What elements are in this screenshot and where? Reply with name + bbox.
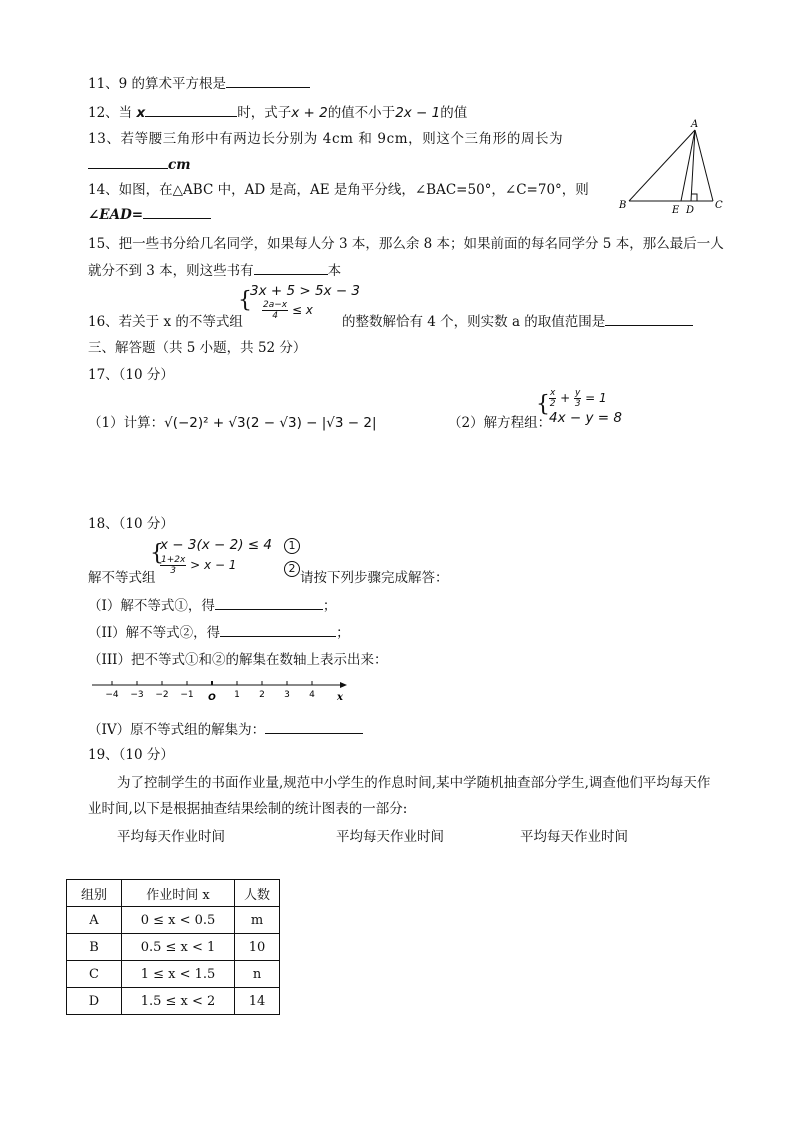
table-cell: m xyxy=(235,907,280,934)
q17-eq1-a-den: 2 xyxy=(549,399,556,409)
q17-eq1-a: x xyxy=(550,388,556,398)
question-16 xyxy=(88,310,243,330)
q18-ineq1: x − 3(x − 2) ≤ 4 xyxy=(160,537,272,553)
q16-sys2 xyxy=(262,300,313,321)
q18-step1 xyxy=(88,594,336,614)
number-line-tick-label: 1 xyxy=(234,690,240,700)
table-cell: 1.5 ≤ x < 2 xyxy=(122,988,235,1015)
q18-step2-label: （II）解不等式②，得 xyxy=(88,625,221,641)
table-cell: 10 xyxy=(235,934,280,961)
q12-post: 的值 xyxy=(440,105,468,121)
table-cell: n xyxy=(235,961,280,988)
q17-part2-label: （2）解方程组： xyxy=(448,415,552,431)
number-line-tick-label: O xyxy=(208,693,216,703)
table-header-cell: 组别 xyxy=(67,880,122,907)
q16-sys2-num: 2a−x xyxy=(263,300,288,310)
q19-caption3: 平均每天作业时间 xyxy=(520,829,628,845)
question-11 xyxy=(88,72,310,92)
q16-post: 的整数解恰有 4 个，则实数 a 的取值范围是 xyxy=(342,314,606,330)
q12-expr1: x + 2 xyxy=(291,105,328,121)
table-row xyxy=(67,961,280,988)
q18-ineq2-den: 3 xyxy=(170,566,177,576)
q17-title: 17、（10 分） xyxy=(88,367,174,383)
q18-ineq2-num: 1+2x xyxy=(161,555,186,565)
number-line-tick-label: −2 xyxy=(155,690,169,700)
q17-part1 xyxy=(88,411,377,431)
label-b: B xyxy=(619,200,627,211)
table-cell: 0 ≤ x < 0.5 xyxy=(122,907,235,934)
q16-answer-blank[interactable] xyxy=(605,311,693,326)
q18-mark1: 1 xyxy=(284,538,300,554)
q11-text: 11、9 的算术平方根是 xyxy=(88,76,227,92)
q16-post-wrap xyxy=(342,310,693,330)
q12-var: x xyxy=(136,105,146,121)
q19-para2: 业时间,以下是根据抽查结果绘制的统计图表的一部分: xyxy=(88,801,408,817)
q15-answer-blank[interactable] xyxy=(254,260,328,275)
q18-step3: （III）把不等式①和②的解集在数轴上表示出来： xyxy=(88,652,388,668)
question-15 xyxy=(88,232,724,252)
right-angle-mark xyxy=(691,194,697,201)
table-cell: B xyxy=(67,934,122,961)
table-header-row xyxy=(67,880,280,907)
table-row xyxy=(67,934,280,961)
q12-mid: 时，式子 xyxy=(237,105,292,121)
side-ac xyxy=(695,130,713,201)
question-13 xyxy=(88,127,563,147)
question-12 xyxy=(88,101,467,121)
q18-ineq2-rest: > x − 1 xyxy=(190,558,237,572)
side-ab xyxy=(629,130,695,201)
question-13-line2 xyxy=(88,154,191,173)
q16-sys1: 3x + 5 > 5x − 3 xyxy=(250,283,361,299)
table-cell: 0.5 ≤ x < 1 xyxy=(122,934,235,961)
q18-ineq2 xyxy=(160,555,236,576)
label-e: E xyxy=(672,205,680,216)
q15-post: 本 xyxy=(327,263,342,279)
q13-unit: cm xyxy=(168,157,191,173)
question-15-line2 xyxy=(88,259,341,279)
number-line-tick-label: 3 xyxy=(284,690,290,700)
q19-para1: 为了控制学生的书面作业量,规范中小学生的作息时间,某中学随机抽查部分学生,调查他们平均每天作 xyxy=(117,775,711,791)
q16-sys2-rest: ≤ x xyxy=(291,303,313,317)
number-line-tick-label: 2 xyxy=(259,690,265,700)
q18-pre: 解不等式组 xyxy=(88,570,156,586)
q18-step2 xyxy=(88,621,350,641)
q13-answer-blank[interactable] xyxy=(88,154,168,169)
table-cell: 14 xyxy=(235,988,280,1015)
number-line xyxy=(90,676,350,704)
table-cell: A xyxy=(67,907,122,934)
q18-brace: { xyxy=(150,541,164,566)
label-a: A xyxy=(691,119,699,130)
q14-answer-blank[interactable] xyxy=(143,204,211,219)
number-line-tick-label: −1 xyxy=(180,690,194,700)
question-14-line2 xyxy=(88,204,211,223)
label-d: D xyxy=(686,205,695,216)
q16-pre: 16、若关于 x 的不等式组 xyxy=(88,314,243,330)
q16-sys2-den: 4 xyxy=(272,311,278,321)
number-line-tick-label: −4 xyxy=(105,690,119,700)
q12-answer-blank[interactable] xyxy=(145,102,237,117)
label-c: C xyxy=(715,200,723,211)
table-header-cell: 作业时间 x xyxy=(122,880,235,907)
q18-step2-blank[interactable] xyxy=(220,622,336,637)
q18-step1-semicolon: ； xyxy=(322,598,337,614)
q17-eq1-b-den: 3 xyxy=(574,399,581,409)
q18-instruction: 请按下列步骤完成解答： xyxy=(300,570,449,586)
q19-caption2: 平均每天作业时间 xyxy=(336,829,444,845)
q14-line2: ∠EAD= xyxy=(88,207,144,223)
table-cell: D xyxy=(67,988,122,1015)
q15-line2: 就分不到 3 本，则这些书有 xyxy=(88,263,254,279)
q18-step4 xyxy=(88,718,363,738)
q16-brace: { xyxy=(238,288,252,313)
table-row xyxy=(67,988,280,1015)
number-line-var: x xyxy=(337,692,343,703)
q19-caption1: 平均每天作业时间 xyxy=(117,829,225,845)
q17-p1-expr: √(−2)² + √3(2 − √3) − |√3 − 2| xyxy=(164,415,377,431)
q18-step2-semicolon: ； xyxy=(336,625,350,641)
number-line-tick-label: −3 xyxy=(130,690,144,700)
q12-mid2: 的值不小于 xyxy=(327,105,396,121)
q17-brace: { xyxy=(536,392,550,417)
q17-eq1-rest: = 1 xyxy=(585,391,607,405)
section-3-title: 三、解答题（共 5 小题，共 52 分） xyxy=(88,340,307,356)
table-cell: C xyxy=(67,961,122,988)
q13-line1: 13、若等腰三角形中有两边长分别为 4cm 和 9cm，则这个三角形的周长为 xyxy=(88,131,564,147)
q18-step4-blank[interactable] xyxy=(265,719,363,734)
q18-mark2: 2 xyxy=(284,561,300,577)
q19-title: 19、（10 分） xyxy=(88,747,174,763)
q18-step1-label: （I）解不等式①，得 xyxy=(88,598,215,614)
q15-line1: 15、把一些书分给几名同学，如果每人分 3 本，那么余 8 本；如果前面的每名同学分 5 本，那么最后一人 xyxy=(88,236,724,252)
q17-eq2: 4x − y = 8 xyxy=(549,410,622,426)
q14-line1: 14、如图，在△ABC 中，AD 是高，AE 是角平分线，∠BAC=50°，∠C=70°，则 xyxy=(88,182,589,198)
table-cell: 1 ≤ x < 1.5 xyxy=(122,961,235,988)
q18-title: 18、（10 分） xyxy=(88,516,174,532)
number-line-tick-label: 4 xyxy=(309,690,315,700)
triangle-figure xyxy=(615,118,725,216)
q12-expr2: 2x − 1 xyxy=(395,105,441,121)
q17-eq1-b: y xyxy=(575,388,581,398)
q19-table xyxy=(66,879,280,1015)
q18-step4-label: （IV）原不等式组的解集为： xyxy=(88,722,266,738)
q17-eq1: $\frac{x}{2}$ + $\frac{y}{3}$ = 1 xyxy=(549,388,607,409)
question-14 xyxy=(88,178,589,198)
table-row xyxy=(67,907,280,934)
table-header-cell: 人数 xyxy=(235,880,280,907)
q18-step1-blank[interactable] xyxy=(215,595,323,610)
number-line-arrow xyxy=(340,682,347,688)
q11-answer-blank[interactable] xyxy=(226,73,310,88)
q17-p1-label: （1）计算： xyxy=(88,415,165,431)
q12-pre: 12、当 xyxy=(88,105,137,121)
